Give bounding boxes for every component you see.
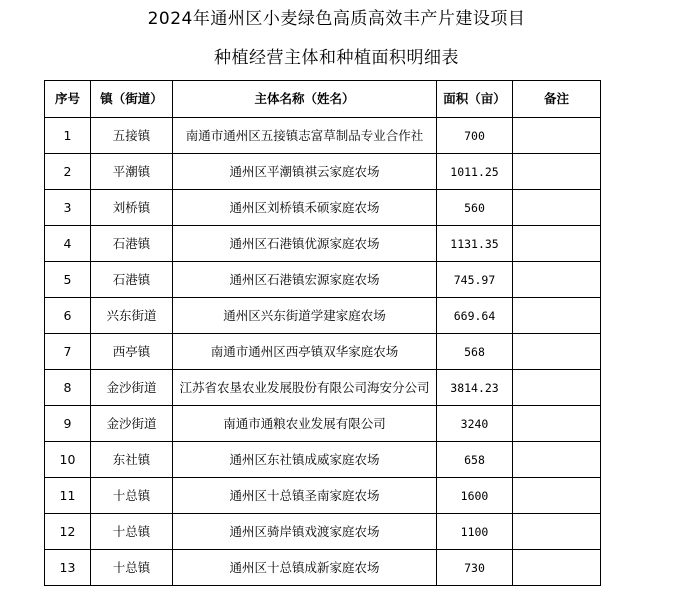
row-town-cell: 石港镇 <box>91 226 173 262</box>
header-name: 主体名称（姓名） <box>173 81 437 118</box>
row-area-cell: 658 <box>437 442 513 478</box>
row-name-cell: 通州区石港镇优源家庭农场 <box>173 226 437 262</box>
row-name-cell: 通州区刘桥镇禾硕家庭农场 <box>173 190 437 226</box>
table-header-row <box>45 81 601 118</box>
row-town-cell: 十总镇 <box>91 478 173 514</box>
row-name-cell: 通州区平潮镇祺云家庭农场 <box>173 154 437 190</box>
row-seq-cell: 11 <box>45 478 91 514</box>
row-town-cell: 兴东街道 <box>91 298 173 334</box>
row-name-cell: 通州区东社镇成威家庭农场 <box>173 442 437 478</box>
row-note-cell <box>513 370 601 406</box>
row-name-cell: 通州区十总镇成新家庭农场 <box>173 550 437 586</box>
table-body <box>45 118 601 586</box>
row-note-cell <box>513 298 601 334</box>
row-area-cell: 1011.25 <box>437 154 513 190</box>
row-seq-cell: 4 <box>45 226 91 262</box>
table-row <box>45 334 601 370</box>
row-seq-cell: 9 <box>45 406 91 442</box>
table-row <box>45 478 601 514</box>
table-row <box>45 514 601 550</box>
document-title-line2: 种植经营主体和种植面积明细表 <box>214 48 459 68</box>
row-area-cell: 1131.35 <box>437 226 513 262</box>
row-note-cell <box>513 550 601 586</box>
row-town-cell: 西亭镇 <box>91 334 173 370</box>
row-name-cell: 通州区兴东街道学建家庭农场 <box>173 298 437 334</box>
row-seq-cell: 5 <box>45 262 91 298</box>
table-row <box>45 226 601 262</box>
row-town-cell: 五接镇 <box>91 118 173 154</box>
table-row <box>45 154 601 190</box>
row-area-cell: 1600 <box>437 478 513 514</box>
table-row <box>45 262 601 298</box>
row-seq-cell: 1 <box>45 118 91 154</box>
row-note-cell <box>513 118 601 154</box>
row-town-cell: 东社镇 <box>91 442 173 478</box>
header-seq: 序号 <box>45 81 91 118</box>
row-town-cell: 平潮镇 <box>91 154 173 190</box>
row-note-cell <box>513 442 601 478</box>
planting-area-table <box>44 80 601 586</box>
row-town-cell: 十总镇 <box>91 550 173 586</box>
row-town-cell: 石港镇 <box>91 262 173 298</box>
row-note-cell <box>513 334 601 370</box>
row-name-cell: 江苏省农垦农业发展股份有限公司海安分公司 <box>173 370 437 406</box>
row-town-cell: 十总镇 <box>91 514 173 550</box>
table-row <box>45 550 601 586</box>
row-name-cell: 通州区骑岸镇戏渡家庭农场 <box>173 514 437 550</box>
header-area: 面积（亩） <box>437 81 513 118</box>
row-note-cell <box>513 190 601 226</box>
row-name-cell: 南通市通粮农业发展有限公司 <box>173 406 437 442</box>
row-name-cell: 通州区十总镇圣南家庭农场 <box>173 478 437 514</box>
row-town-cell: 刘桥镇 <box>91 190 173 226</box>
row-note-cell <box>513 226 601 262</box>
row-seq-cell: 3 <box>45 190 91 226</box>
row-area-cell: 3814.23 <box>437 370 513 406</box>
table-row <box>45 406 601 442</box>
table-row <box>45 442 601 478</box>
row-area-cell: 560 <box>437 190 513 226</box>
row-area-cell: 1100 <box>437 514 513 550</box>
row-area-cell: 3240 <box>437 406 513 442</box>
header-town: 镇（街道） <box>91 81 173 118</box>
table-row <box>45 298 601 334</box>
table-row <box>45 370 601 406</box>
row-note-cell <box>513 478 601 514</box>
row-town-cell: 金沙街道 <box>91 370 173 406</box>
row-seq-cell: 12 <box>45 514 91 550</box>
table-row <box>45 190 601 226</box>
row-seq-cell: 8 <box>45 370 91 406</box>
row-note-cell <box>513 262 601 298</box>
row-area-cell: 700 <box>437 118 513 154</box>
row-name-cell: 通州区石港镇宏源家庭农场 <box>173 262 437 298</box>
document-title-line1: 2024年通州区小麦绿色高质高效丰产片建设项目 <box>147 9 526 29</box>
row-area-cell: 730 <box>437 550 513 586</box>
row-town-cell: 金沙街道 <box>91 406 173 442</box>
row-note-cell <box>513 514 601 550</box>
row-name-cell: 南通市通州区五接镇志富草制品专业合作社 <box>173 118 437 154</box>
row-note-cell <box>513 154 601 190</box>
row-seq-cell: 6 <box>45 298 91 334</box>
row-note-cell <box>513 406 601 442</box>
row-area-cell: 669.64 <box>437 298 513 334</box>
row-seq-cell: 7 <box>45 334 91 370</box>
row-area-cell: 745.97 <box>437 262 513 298</box>
row-area-cell: 568 <box>437 334 513 370</box>
row-name-cell: 南通市通州区西亭镇双华家庭农场 <box>173 334 437 370</box>
table-row <box>45 118 601 154</box>
row-seq-cell: 10 <box>45 442 91 478</box>
header-note: 备注 <box>513 81 601 118</box>
row-seq-cell: 13 <box>45 550 91 586</box>
row-seq-cell: 2 <box>45 154 91 190</box>
